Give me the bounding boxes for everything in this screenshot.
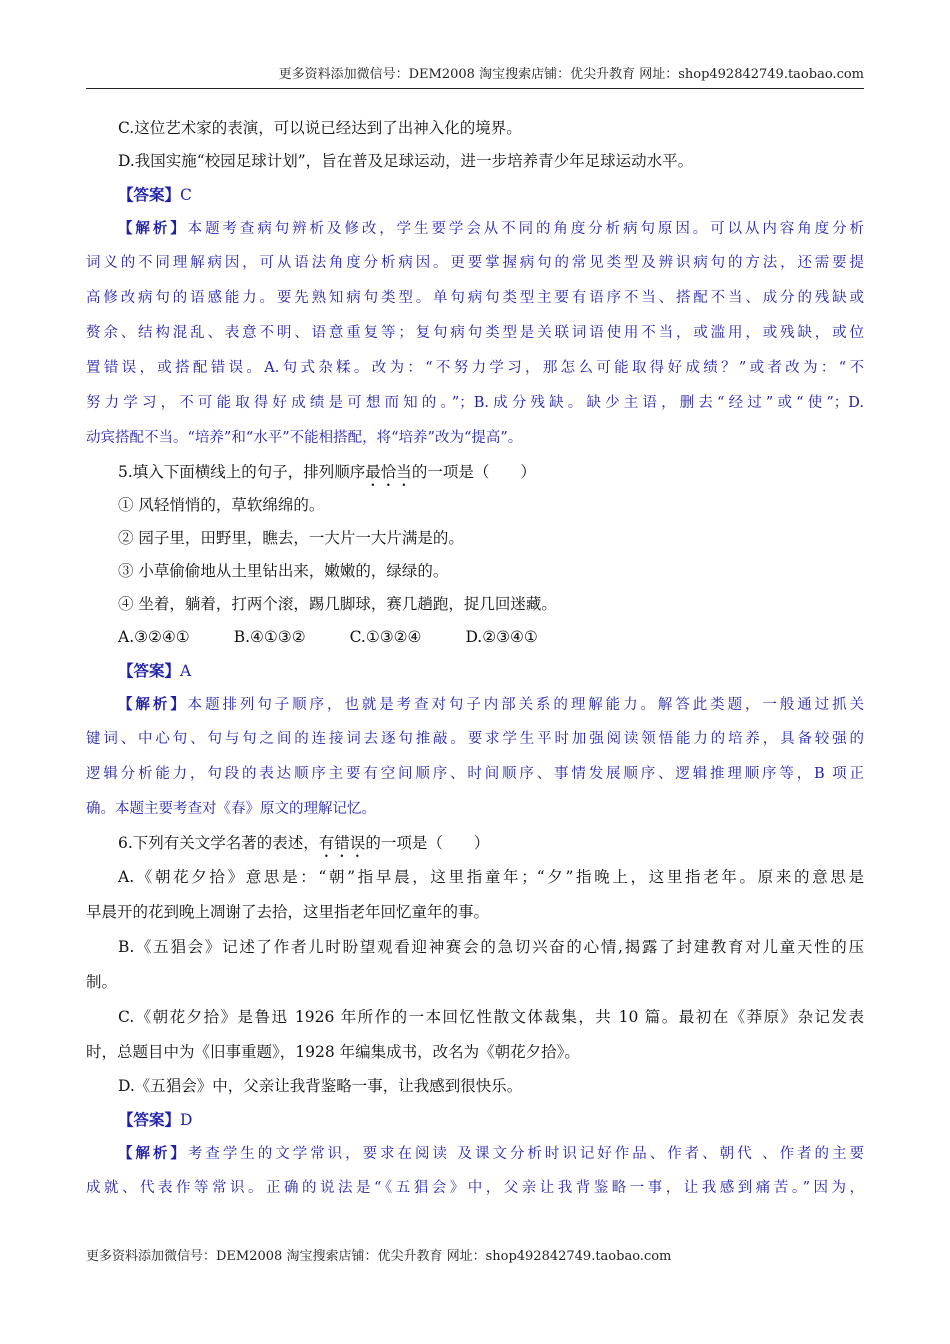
- q5-item: ③ 小草偷偷地从土里钻出来，嫩嫩的，绿绿的。: [118, 562, 449, 580]
- analysis-text: 本题排列句子顺序，也就是考查对句子内部关系的理解能力。解答此类题，一般通过抓关: [187, 697, 864, 713]
- answer-tag: 【答案】: [118, 661, 181, 680]
- q6-stem-emphasis: 有错误: [318, 834, 366, 852]
- q4-analysis-line: [86, 211, 864, 246]
- q6-stem: [86, 827, 864, 860]
- q4-answer: [86, 178, 864, 211]
- analysis-tag: 【解析】: [118, 1145, 188, 1162]
- q5-analysis-line: [86, 687, 864, 722]
- q5-analysis-line: 逻辑分析能力，句段的表达顺序主要有空间顺序、时间顺序、事情发展顺序、逻辑推理顺序等，B 项正: [86, 766, 864, 782]
- analysis-text: 本题考查病句辨析及修改，学生要学会从不同的角度分析病句原因。可以从内容角度分析: [187, 221, 864, 237]
- answer-value: A: [180, 662, 192, 680]
- q6-analysis-line: 成就、代表作等常识。正确的说法是“《五猖会》中，父亲让我背鉴略一事，让我感到痛苦。”因为，: [86, 1180, 864, 1196]
- q5-option: C.①③②④: [349, 628, 422, 646]
- q5-analysis-line: 确。本题主要考查对《春》原文的理解记忆。: [86, 801, 376, 817]
- answer-value: D: [180, 1111, 193, 1129]
- q5-option: D.②③④①: [465, 628, 538, 646]
- page-header: [86, 66, 864, 89]
- q5-option: B.④①③②: [233, 628, 306, 646]
- q5-answer: [86, 654, 864, 687]
- q5-stem: [86, 456, 864, 489]
- answer-tag: 【答案】: [118, 185, 181, 204]
- header-text: 更多资料添加微信号：DEM2008 淘宝搜索店铺：优尖升教育 网址：shop492842749.taobao.com: [278, 67, 864, 82]
- q6-option-b-line: B.《五猖会》记述了作者儿时盼望观看迎神赛会的急切兴奋的心情,揭露了封建教育对儿童天性的压: [118, 938, 864, 956]
- q5-stem-before: 5.填入下面横线上的句子，排列顺序: [118, 463, 366, 481]
- q6-analysis-line: [86, 1136, 864, 1171]
- q4-analysis-line: 努力学习，不可能取得好成绩是可想而知的。”；B.成分残缺。缺少主语，删去“经过”或“使”；D.: [86, 395, 864, 411]
- analysis-text: 考查学生的文学常识，要求在阅读 及课文分析时识记好作品、作者、朝代 、作者的主要: [187, 1146, 864, 1162]
- q6-stem-after: 的一项是（ ）: [365, 834, 490, 852]
- analysis-tag: 【解析】: [118, 220, 188, 237]
- q4-analysis-line: 置错误，或搭配错误。A.句式杂糅。改为：“不努力学习，那怎么可能取得好成绩？”或者改为：“不: [86, 360, 864, 376]
- analysis-tag: 【解析】: [118, 696, 188, 713]
- q4-analysis-line: 动宾搭配不当。“培养”和“水平”不能相搭配，将“培养”改为“提高”。: [86, 430, 523, 446]
- q6-answer: [86, 1103, 864, 1136]
- q5-option: A.③②④①: [118, 628, 190, 646]
- q6-option-b-line: 制。: [86, 973, 118, 991]
- page-content: [86, 112, 864, 1206]
- q4-option-d: D.我国实施“校园足球计划”，旨在普及足球运动，进一步培养青少年足球运动水平。: [118, 152, 694, 170]
- q6-option-c-line: C.《朝花夕拾》是鲁迅 1926 年所作的一本回忆性散文体裁集，共 10 篇。最初在《莽原》杂记发表: [118, 1008, 864, 1026]
- q4-analysis-line: 词义的不同理解病因，可从语法角度分析病因。更要掌握病句的常见类型及辨识病句的方法，还需要提: [86, 255, 864, 271]
- q4-option-c: C.这位艺术家的表演，可以说已经达到了出神入化的境界。: [118, 119, 522, 137]
- q6-option-a-line: A.《朝花夕拾》意思是：“朝”指早晨，这里指童年；“夕”指晚上，这里指老年。原来的意思是: [118, 868, 864, 886]
- q5-stem-emphasis: 最恰当: [365, 463, 412, 481]
- q5-item: ① 风轻悄悄的，草软绵绵的。: [118, 496, 325, 514]
- q5-stem-after: 的一项是（ ）: [411, 463, 536, 481]
- footer-text: 更多资料添加微信号：DEM2008 淘宝搜索店铺：优尖升教育 网址：shop492842749.taobao.com: [86, 1249, 672, 1264]
- q5-analysis-line: 键词、中心句、句与句之间的连接词去逐句推敲。要求学生平时加强阅读领悟能力的培养，具备较强的: [86, 731, 864, 747]
- page-footer: [86, 1248, 671, 1266]
- q6-option-a-line: 早晨开的花到晚上凋谢了去拾，这里指老年回忆童年的事。: [86, 903, 490, 921]
- q4-analysis-line: 高修改病句的语感能力。要先熟知病句类型。单句病句类型主要有语序不当、搭配不当、成分的残缺或: [86, 290, 864, 306]
- q5-item: ④ 坐着，躺着，打两个滚，踢几脚球，赛几趟跑，捉几回迷藏。: [118, 595, 557, 613]
- q6-stem-before: 6.下列有关文学名著的表述，: [118, 834, 319, 852]
- q6-option-c-line: 时，总题目中为《旧事重题》，1928 年编集成书，改名为《朝花夕拾》。: [86, 1043, 580, 1061]
- q5-item: ② 园子里，田野里，瞧去，一大片一大片满是的。: [118, 529, 464, 547]
- q5-options: [86, 621, 864, 654]
- answer-value: C: [180, 186, 192, 204]
- q6-option-d: D.《五猖会》中，父亲让我背鉴略一事，让我感到很快乐。: [118, 1077, 523, 1095]
- q4-analysis-line: 赘余、结构混乱、表意不明、语意重复等；复句病句类型是关联词语使用不当，或滥用，或残缺，或位: [86, 325, 864, 341]
- answer-tag: 【答案】: [118, 1110, 181, 1129]
